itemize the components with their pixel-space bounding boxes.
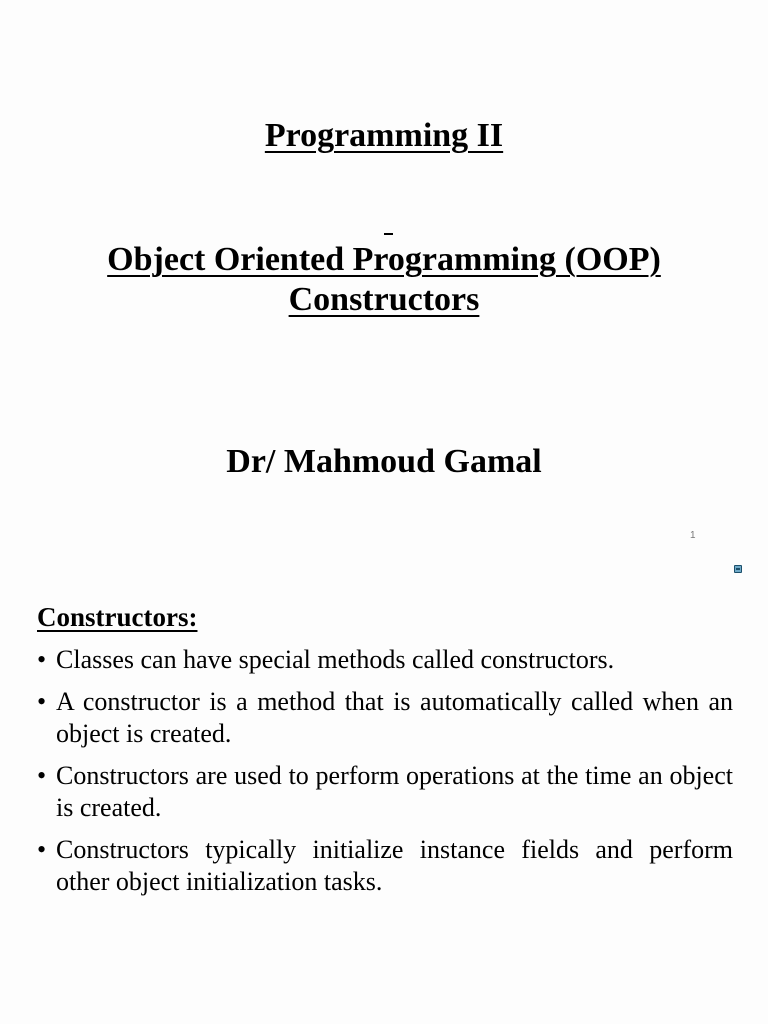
author-name: Dr/ Mahmoud Gamal [226,443,542,480]
bullet-icon: • [37,761,47,790]
topic-title-line-1-text: Object Oriented Programming (OOP) [107,241,661,278]
list-item [37,834,733,898]
list-item [37,760,733,824]
section-heading: Constructors: [37,602,198,632]
course-title-text: Programming II [264,117,504,154]
bullet-text: A constructor is a method that is automatically called when an object is created. [56,687,733,748]
bullet-list [37,644,733,908]
topic-title-line-2-text: Constructors [288,281,480,318]
bullet-icon: • [37,687,47,716]
bullet-text: Classes can have special methods called constructors. [56,645,615,674]
bullet-icon: • [37,835,47,864]
bullet-text: Constructors are used to perform operations at the time an object is created. [56,761,733,822]
speaker-note-icon[interactable] [734,565,742,573]
list-item [37,644,733,676]
bullet-icon: • [37,645,47,674]
topic-title-line-1 [0,240,768,280]
topic-title-line-2 [0,280,768,320]
bullet-text: Constructors typically initialize instance fields and perform other object initialization tasks. [56,835,733,896]
dash-mark [384,233,393,235]
content-slide [0,580,768,1024]
slide-number: 1 [690,530,696,541]
course-title [0,116,768,156]
list-item [37,686,733,750]
